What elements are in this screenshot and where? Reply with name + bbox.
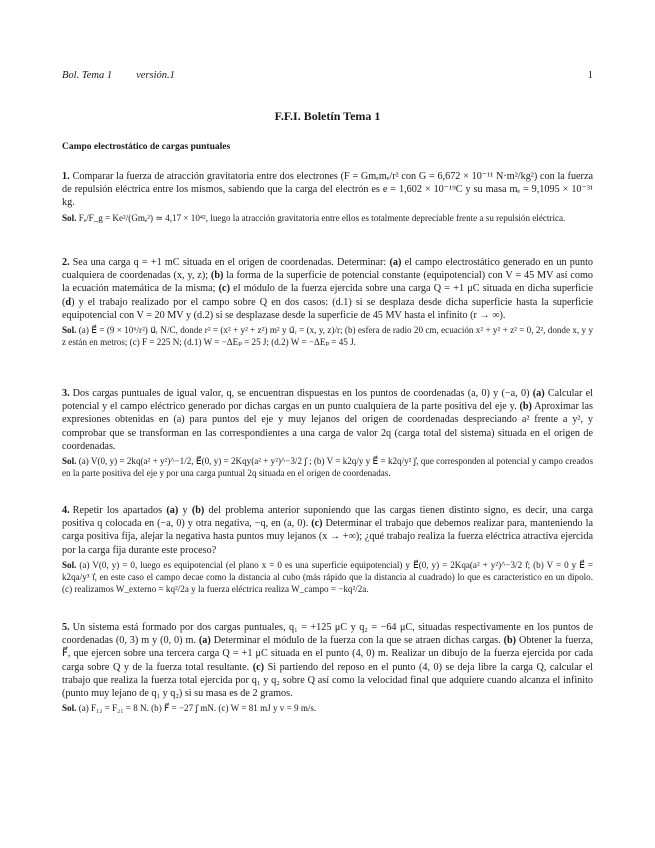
- header-left: [62, 70, 175, 81]
- part-c-label: (c): [218, 283, 230, 295]
- part-c-label: (c): [311, 518, 323, 530]
- problem-5-number: 5.: [62, 622, 70, 633]
- problem-5-text: Determinar el módulo de la fuerza con la que se atraen dichas cargas.: [210, 635, 504, 647]
- header-version: versión.1: [136, 70, 175, 81]
- part-b-label: (b): [503, 635, 517, 647]
- solution-text: Fₑ/F_g = Ke²/(Gmₑ²) ≃ 4,17 × 10⁴², luego la atracción gravitatoria entre ellos es totalmente depreciable frente a su repulsión eléctrica.: [78, 212, 566, 223]
- page-number: 1: [587, 70, 593, 81]
- solution-label: Sol.: [62, 456, 77, 467]
- solution-text: (a) V(0, y) = 2kq(a² + y²)^−1/2, E⃗(0, y) = 2Kqy(a² + y²)^−3/2 j⃗ ; (b) V = k2q/y y E⃗ = k2q/y² j⃗, que corresponden al potencial y campo creados en la parte positiva del eje y por una carga puntual 2q situada en el origen de coordenadas.: [62, 456, 593, 479]
- problem-4-statement: [62, 504, 593, 557]
- problem-5-text: Un sistema está formado por dos cargas puntuales, q₁ = +125 μC y q₂ = −64 μC, situadas respectivamente en los puntos de coordenadas (0, 3) m y (0, 0) m.: [62, 622, 593, 647]
- problem-2-number: 2.: [62, 257, 70, 268]
- problem-2-solution: [62, 324, 593, 348]
- solution-label: Sol.: [62, 559, 77, 570]
- problem-5-text: Si partiendo del reposo en el punto (4, 0) se deja libre la carga Q, calcular el trabajo que realiza la fuerza total ejercida por q₁ y q₂ sobre Q así como la velocidad final que adquiere cuando alcanza el infinito (punto muy lejano de q₁ y q₂) si su masa es de 2 gramos.: [62, 661, 593, 700]
- problem-5-text: Obtener la fuerza, F⃗, que ejercen sobre una tercera carga Q = +1 μC situada en el punto (4, 0) m. Realizar un dibujo de la fuerza ejercida por cada carga sobre Q y de la fuerza total resultante.: [62, 635, 593, 673]
- part-c-label: (c): [252, 661, 265, 673]
- problem-1-text: Comparar la fuerza de atracción gravitatoria entre dos electrones (F = Gmₑmₑ/r² con G = 6,672 × 10⁻¹¹ N·m²/kg²) con la fuerza de repulsión eléctrica entre los mismos, sabiendo que la carga del electrón es e = 1,602 × 10⁻¹⁹C y su masa mₑ = 9,1095 × 10⁻³¹ kg.: [62, 171, 593, 209]
- section-heading: Campo electrostático de cargas puntuales: [62, 142, 231, 152]
- problem-2: [62, 256, 593, 348]
- part-b-label: (b): [519, 401, 532, 413]
- solution-label: Sol.: [62, 212, 77, 223]
- problem-5-statement: [62, 621, 593, 700]
- problem-4-text: del problema anterior suponiendo que las cargas tienen distinto signo, es decir, una carga positiva q colocada en (−a, 0) y otra negativa, −q, en (a, 0).: [62, 505, 593, 530]
- problem-1-number: 1.: [62, 171, 70, 182]
- page-header: [62, 70, 593, 84]
- problem-2-text: ) y el trabajo realizado por el campo sobre Q en dos casos: (d.1) si se desplaza desde dicha superficie hasta la superficie equipotencial con V = 20 MV y (d.2) si se desplazase desde la superficie de 45 MV hasta el infinito (r → ∞).: [62, 296, 593, 321]
- problem-1-statement: [62, 170, 593, 210]
- header-doc-name: Bol. Tema 1: [62, 70, 113, 81]
- problem-4-text: Determinar el trabajo que debemos realizar para, manteniendo la carga positiva fija, alejar la negativa hasta puntos muy lejanos (x → +∞); ¿qué trabajo realiza la fuerza eléctrica atractiva ejercida por la carga fija durante este proceso?: [62, 518, 593, 556]
- part-a-label: (a): [389, 257, 402, 268]
- problem-3-text: Aproximar las expresiones obtenidas en (a) para puntos del eje y muy lejanos del origen de coordenadas despreciando a² frente a y², y comprobar que se transforman en las correspondientes a una carga de valor 2q (carga total del sistema) situada en el origen de coordenadas.: [62, 401, 593, 452]
- problem-3-text: Calcular el potencial y el campo eléctrico generado por dichas cargas en un punto cualquiera de la parte positiva del eje y.: [62, 388, 593, 413]
- solution-text: (a) F₁₂ = F₂₁ = 8 N. (b) F⃗ = −27 j⃗ mN. (c) W = 81 mJ y v = 9 m/s.: [78, 703, 317, 714]
- problem-3-number: 3.: [62, 388, 70, 399]
- part-a-label: (a): [198, 635, 211, 647]
- solution-label: Sol.: [62, 703, 77, 714]
- problem-3: [62, 387, 593, 479]
- problem-3-statement: [62, 387, 593, 453]
- problem-5: [62, 621, 593, 714]
- problem-2-text: la forma de la superficie de potencial constante (equipotencial) con V = 45 MV así como la ecuación matemática de la misma;: [62, 270, 593, 295]
- part-d-label: d: [65, 296, 72, 308]
- problem-4: [62, 504, 593, 595]
- solution-label: Sol.: [62, 325, 77, 336]
- part-b-label: (b): [191, 505, 205, 516]
- problem-4-text: Repetir los apartados: [72, 505, 167, 516]
- part-b-label: (b): [210, 270, 224, 282]
- problem-3-text: Dos cargas puntuales de igual valor, q, se encuentran dispuestas en los puntos de coordenadas (a, 0) y (−a, 0): [72, 388, 533, 399]
- problem-2-text: Sea una carga q = +1 mC situada en el origen de coordenadas. Determinar:: [72, 257, 390, 268]
- problem-4-text: y: [178, 505, 192, 516]
- problem-2-statement: [62, 256, 593, 322]
- problem-4-number: 4.: [62, 505, 70, 516]
- problem-1-solution: [62, 212, 593, 224]
- part-a-label: (a): [166, 505, 179, 516]
- problem-3-solution: [62, 455, 593, 479]
- problem-2-text: el módulo de la fuerza ejercida sobre una carga Q = +1 μC situada en dicha superficie (: [62, 283, 593, 308]
- problem-4-solution: [62, 559, 593, 596]
- problem-1: [62, 170, 593, 224]
- solution-text: (a) V(0, y) = 0, luego es equipotencial (el plano x = 0 es una superficie equipotencial) y E⃗(0, y) = 2Kqa(a² + y²)^−3/2 i⃗; (b) V = 0 y E⃗ = k2qa/y³ i⃗, en este caso el campo decae como la distancia al cubo (más rápido que la distancia al cuadrado) lo que es característico en un dipolo. (c) realizamos W_externo = kq²/2a y la fuerza eléctrica realiza W_campo = −kq²/2a.: [62, 559, 594, 595]
- problem-5-solution: [62, 702, 593, 714]
- solution-text: (a) E⃗ = (9 × 10⁶/r²) u⃗ᵣ N/C, donde r² = (x² + y² + z²) m² y u⃗ᵣ = (x, y, z)/r; (b) esfera de radio 20 cm, ecuación x² + y² + z² = 0, 2², donde x, y y z están en metros; (c) F = 225 N; (d.1) W = −ΔEₚ = 25 J; (d.2) W = −ΔEₚ = 45 J.: [62, 325, 593, 348]
- problem-2-text: el campo electrostático generado en un punto cualquiera de coordenadas (x, y, z);: [62, 257, 594, 282]
- part-a-label: (a): [532, 388, 545, 399]
- document-title: F.F.I. Boletín Tema 1: [274, 109, 381, 123]
